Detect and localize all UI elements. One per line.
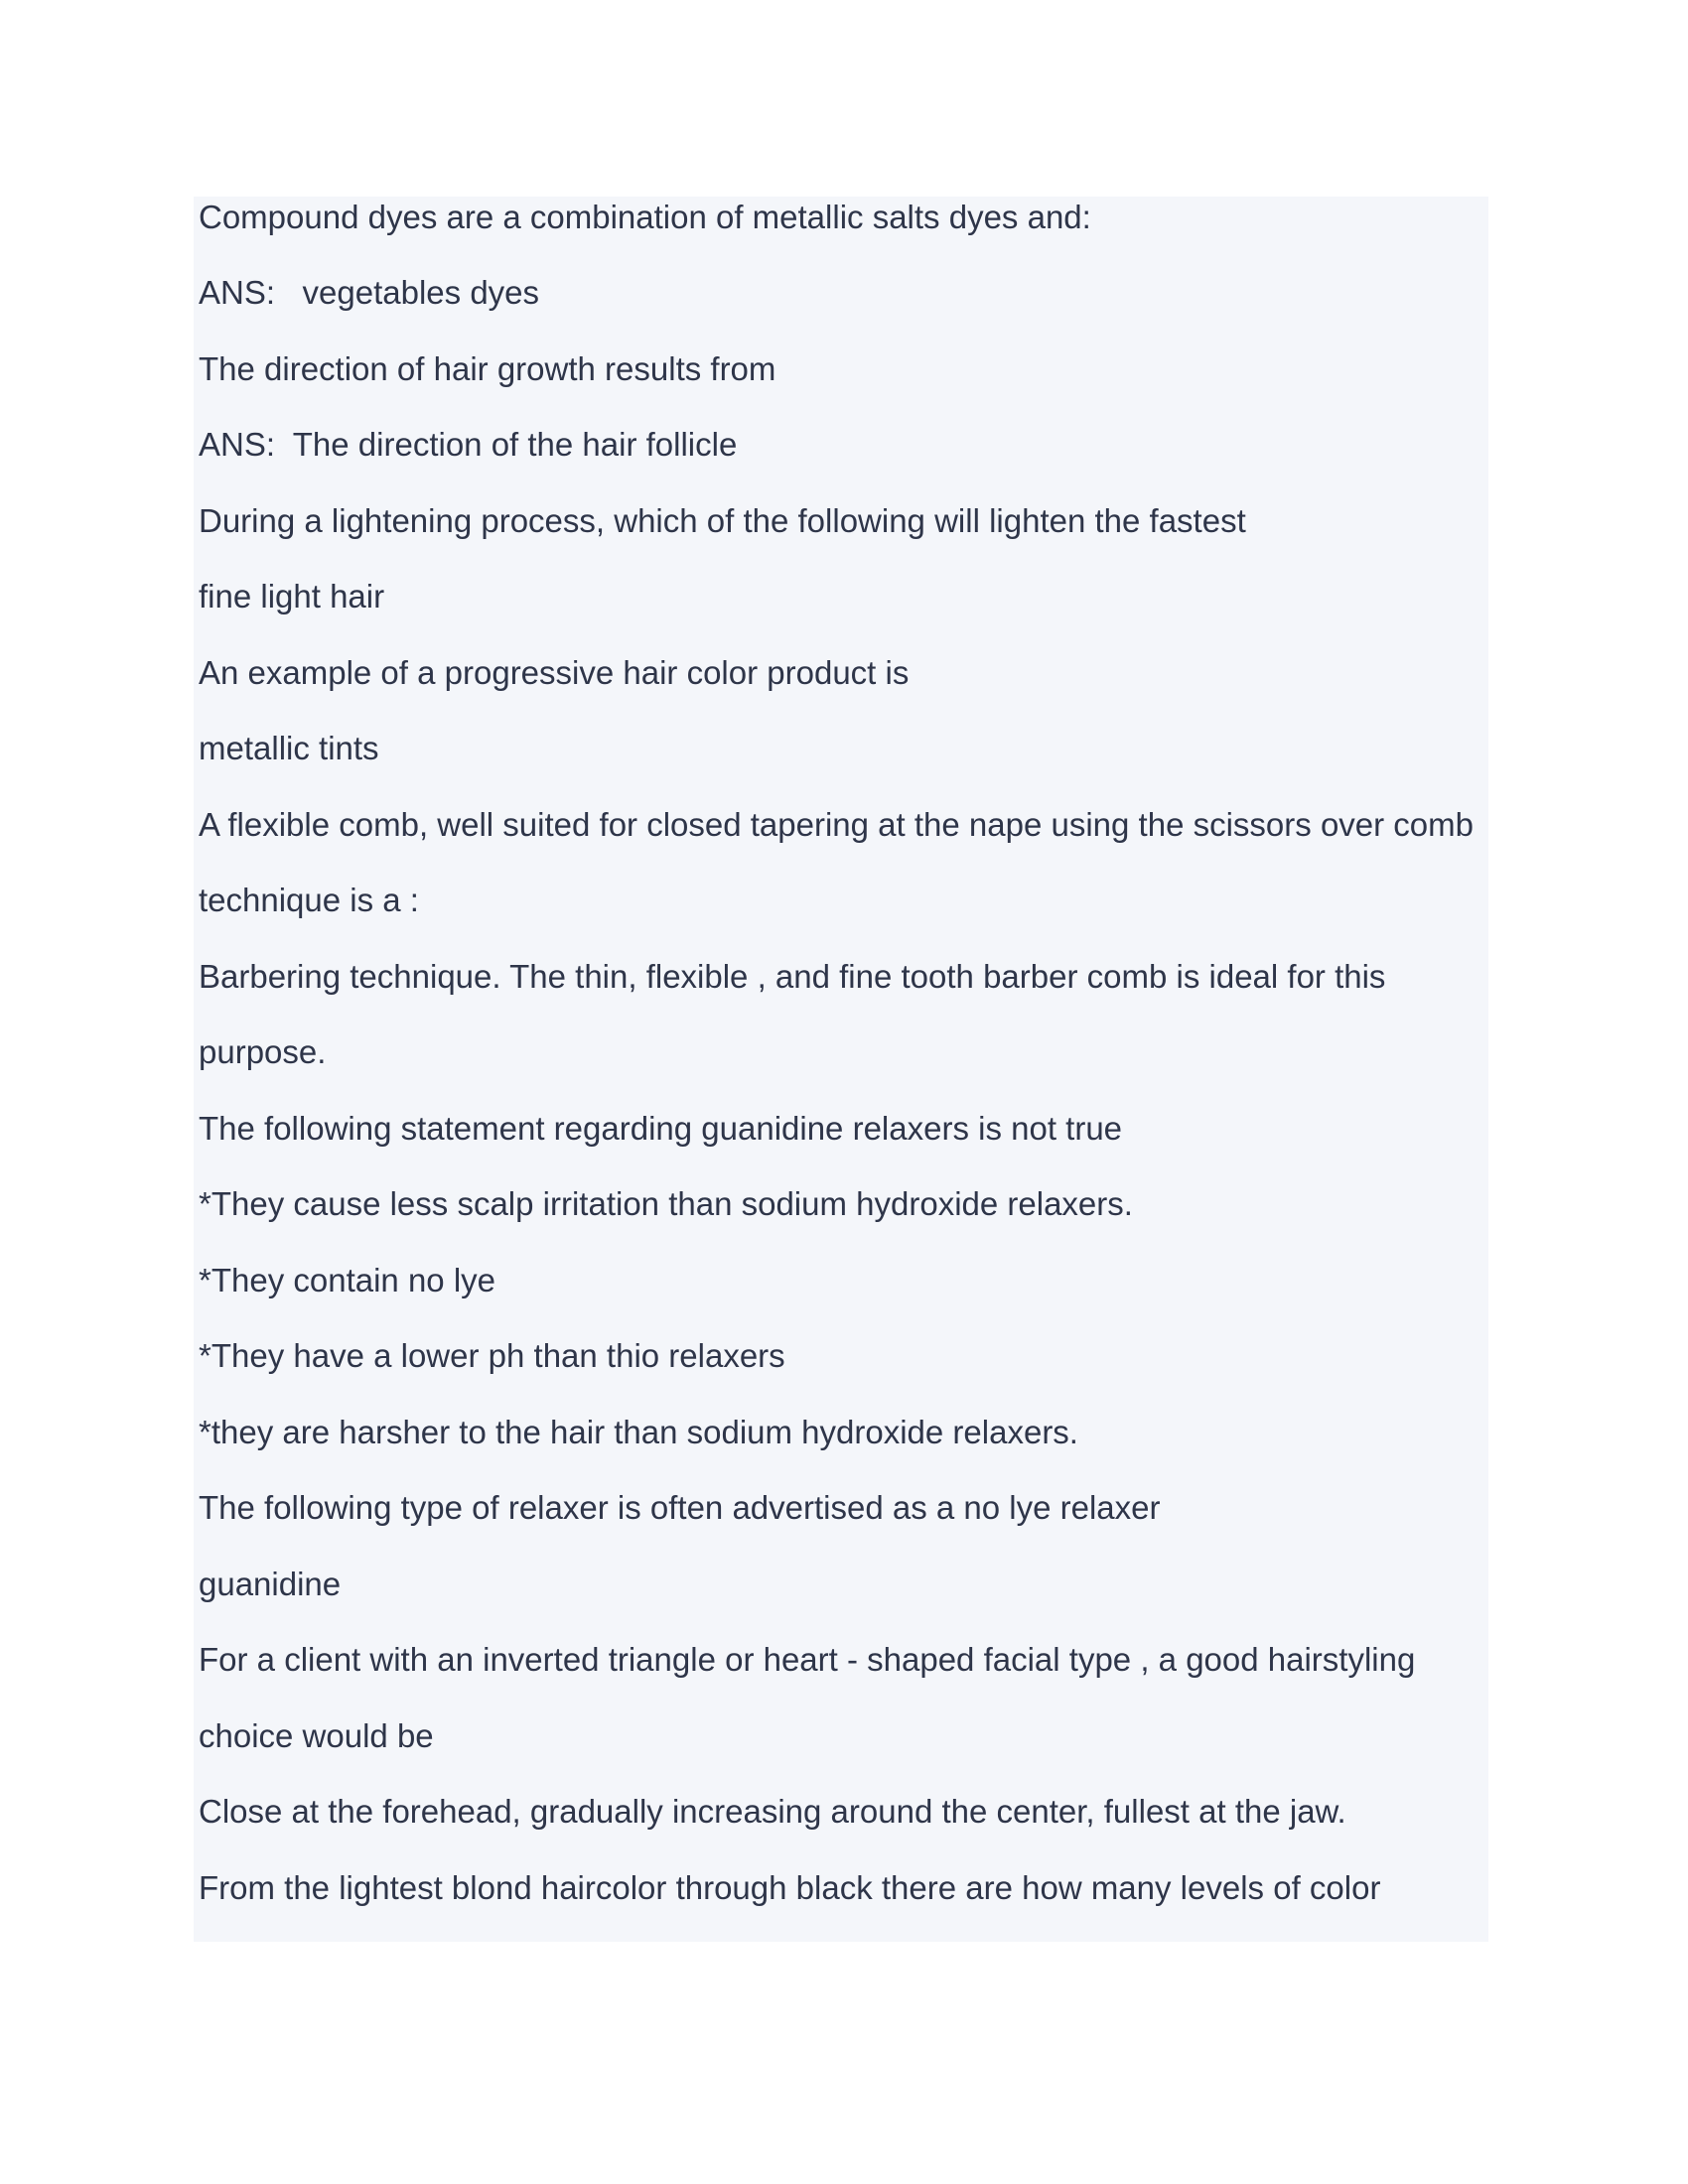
answer-barbering-technique: Barbering technique. The thin, flexible , and fine tooth barber comb is ideal for this: [199, 958, 1386, 995]
question-no-lye-relaxer: The following type of relaxer is often advertised as a no lye relaxer: [199, 1489, 1161, 1526]
option-harsher: *they are harsher to the hair than sodium hydroxide relaxers.: [199, 1414, 1078, 1450]
option-lower-ph: *They have a lower ph than thio relaxers: [199, 1337, 785, 1374]
question-flexible-comb-cont: technique is a :: [199, 882, 419, 918]
question-heart-shaped-face-cont: choice would be: [199, 1717, 434, 1754]
question-progressive-color: An example of a progressive hair color product is: [199, 654, 910, 691]
question-guanidine-statement: The following statement regarding guanidine relaxers is not true: [199, 1110, 1123, 1147]
question-lightening-process: During a lightening process, which of the following will lighten the fastest: [199, 502, 1246, 539]
answer-metallic-tints: metallic tints: [199, 730, 379, 766]
answer-fine-light-hair: fine light hair: [199, 578, 385, 614]
answer-hair-follicle: ANS: The direction of the hair follicle: [199, 426, 738, 463]
question-levels-of-color: From the lightest blond haircolor through black there are how many levels of color: [199, 1869, 1381, 1906]
answer-close-at-forehead: Close at the forehead, gradually increasing around the center, fullest at the jaw.: [199, 1793, 1346, 1830]
question-compound-dyes: Compound dyes are a combination of metallic salts dyes and:: [199, 199, 1091, 235]
question-hair-growth-direction: The direction of hair growth results from: [199, 350, 776, 387]
question-heart-shaped-face: For a client with an inverted triangle or heart - shaped facial type , a good hairstyling: [199, 1641, 1416, 1678]
answer-barbering-technique-cont: purpose.: [199, 1033, 327, 1070]
question-flexible-comb: A flexible comb, well suited for closed tapering at the nape using the scissors over comb: [199, 806, 1475, 843]
option-less-scalp-irritation: *They cause less scalp irritation than sodium hydroxide relaxers.: [199, 1185, 1133, 1222]
answer-vegetable-dyes: ANS: vegetables dyes: [199, 274, 540, 311]
answer-guanidine: guanidine: [199, 1566, 342, 1602]
option-no-lye: *They contain no lye: [199, 1262, 496, 1298]
